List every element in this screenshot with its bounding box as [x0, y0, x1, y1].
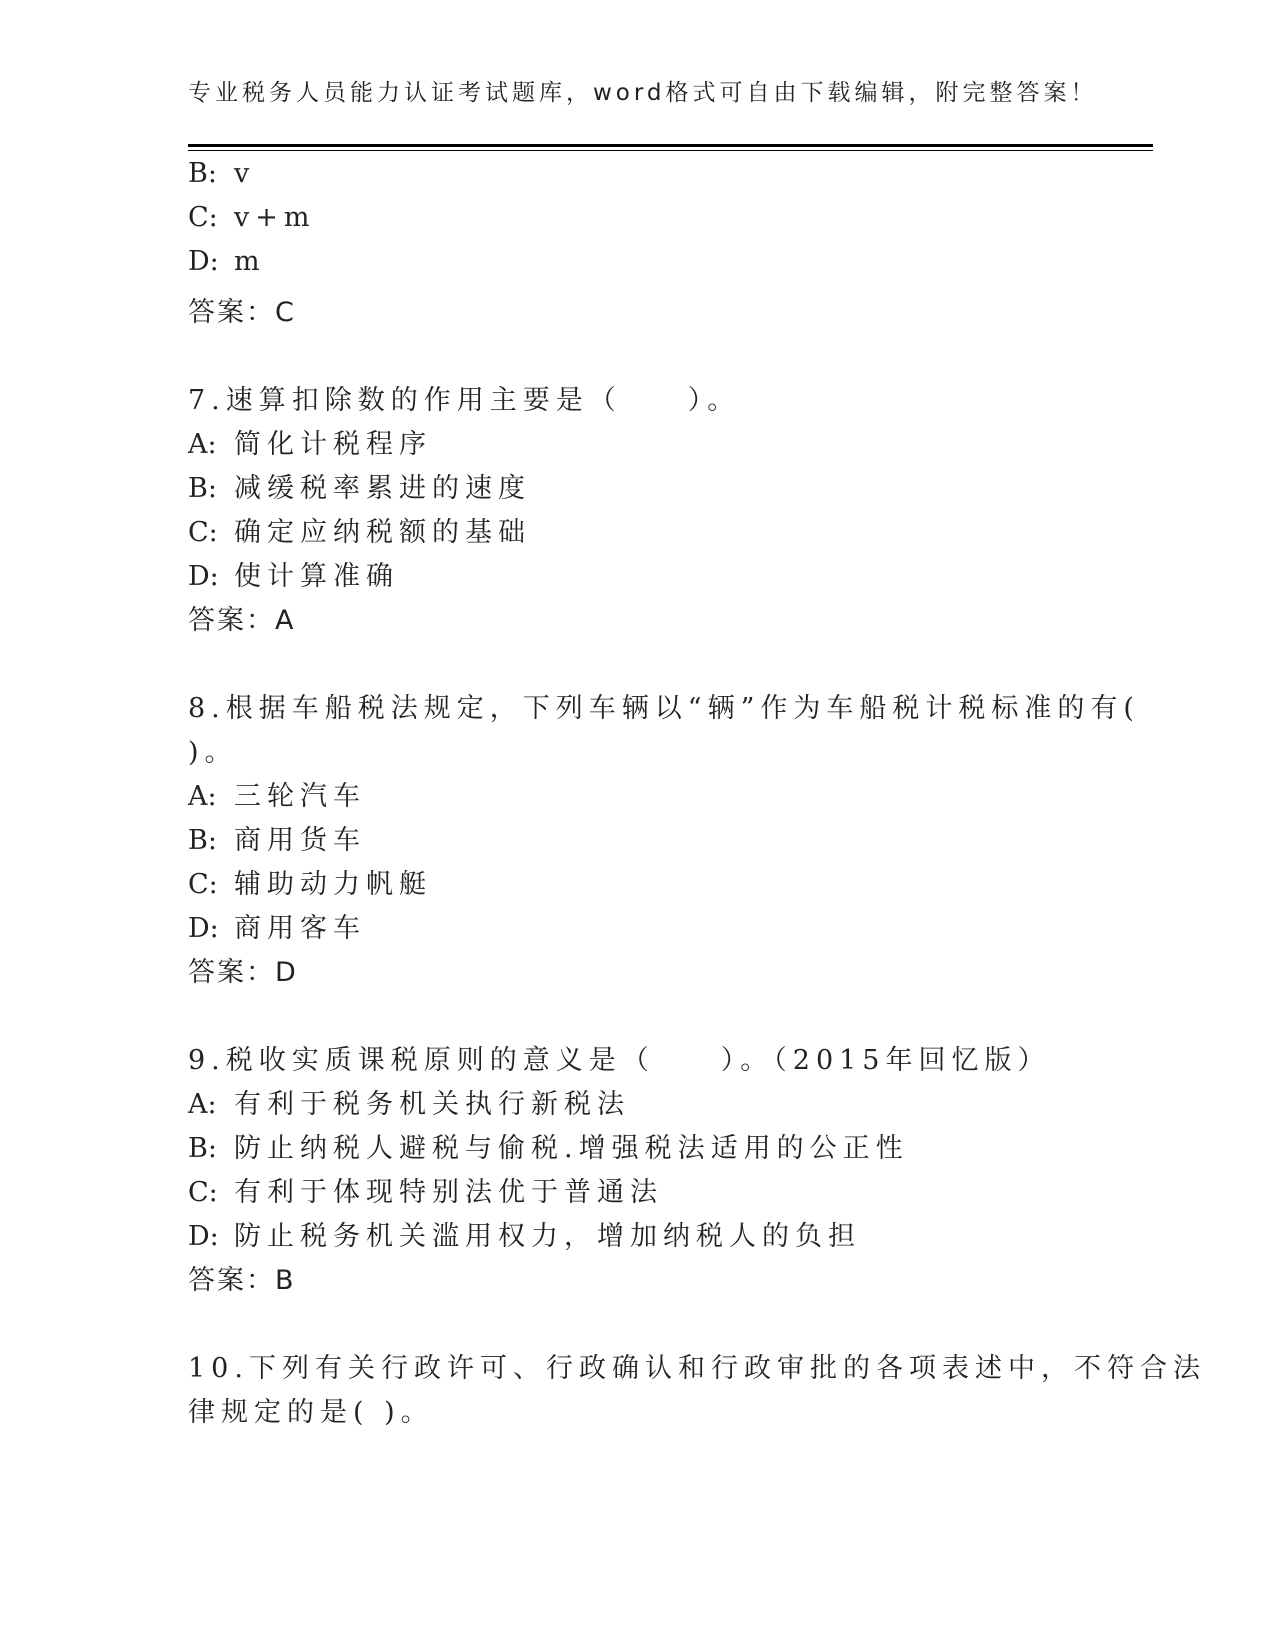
option-text: 商用客车 — [234, 913, 366, 944]
option-letter: B: — [188, 158, 217, 189]
q7-option-b — [188, 466, 531, 505]
option-text: 防止税务机关滥用权力，增加纳税人的负担 — [234, 1221, 861, 1252]
header-rule-thick — [188, 144, 1153, 147]
option-letter: B: — [188, 825, 217, 856]
q9-option-b — [188, 1126, 909, 1165]
q8-option-b — [188, 818, 366, 857]
option-letter: C: — [188, 517, 218, 548]
q8-option-c — [188, 862, 432, 901]
q9-option-c — [188, 1170, 663, 1209]
prev-option-b — [188, 158, 255, 189]
q8-answer: 答案：D — [188, 957, 298, 988]
option-text: v — [234, 158, 256, 189]
option-text: 简化计税程序 — [234, 429, 432, 460]
option-letter: C: — [188, 202, 218, 233]
option-letter: D: — [188, 561, 219, 592]
prev-answer: 答案：C — [188, 297, 296, 328]
option-letter: A: — [188, 1089, 217, 1120]
question-8-stem-line2: )。 — [188, 737, 238, 768]
option-text: 防止纳税人避税与偷税.增强税法适用的公正性 — [234, 1133, 909, 1164]
option-text: 有利于体现特别法优于普通法 — [234, 1177, 663, 1208]
option-text: v+m — [234, 202, 316, 233]
option-letter: D: — [188, 246, 219, 277]
question-10-stem-line1: 10.下列有关行政许可、行政确认和行政审批的各项表述中，不符合法 — [188, 1353, 1206, 1384]
q7-option-d — [188, 554, 399, 593]
option-letter: C: — [188, 869, 218, 900]
option-text: 三轮汽车 — [234, 781, 366, 812]
question-7-stem: 7.速算扣除数的作用主要是（ ）。 — [188, 385, 741, 416]
option-text: m — [234, 246, 266, 277]
option-text: 确定应纳税额的基础 — [234, 517, 531, 548]
header-rule-thin — [188, 150, 1153, 151]
q7-answer: 答案：A — [188, 605, 296, 636]
option-text: 商用货车 — [234, 825, 366, 856]
question-9-stem: 9.税收实质课税原则的意义是（ ）。（2015年回忆版） — [188, 1045, 1051, 1076]
option-letter: B: — [188, 1133, 217, 1164]
prev-option-d — [188, 246, 266, 277]
q9-option-d — [188, 1214, 861, 1253]
option-letter: D: — [188, 913, 219, 944]
question-8-stem-line1: 8.根据车船税法规定，下列车辆以“辆”作为车船税计税标准的有( — [188, 693, 1140, 724]
option-text: 减缓税率累进的速度 — [234, 473, 531, 504]
option-text: 辅助动力帆艇 — [234, 869, 432, 900]
q9-answer: 答案：B — [188, 1265, 296, 1296]
q7-option-a — [188, 422, 432, 461]
q7-option-c — [188, 510, 531, 549]
option-letter: C: — [188, 1177, 218, 1208]
option-letter: D: — [188, 1221, 219, 1252]
q8-option-a — [188, 774, 366, 813]
option-letter: A: — [188, 429, 217, 460]
q9-option-a — [188, 1082, 630, 1121]
page-header: 专业税务人员能力认证考试题库，word格式可自由下载编辑，附完整答案！ — [188, 80, 1098, 106]
q8-option-d — [188, 906, 366, 945]
option-text: 有利于税务机关执行新税法 — [234, 1089, 630, 1120]
option-letter: B: — [188, 473, 217, 504]
option-text: 使计算准确 — [234, 561, 399, 592]
question-10-stem-line2: 律规定的是( )。 — [188, 1397, 434, 1428]
prev-option-c — [188, 202, 315, 233]
option-letter: A: — [188, 781, 217, 812]
